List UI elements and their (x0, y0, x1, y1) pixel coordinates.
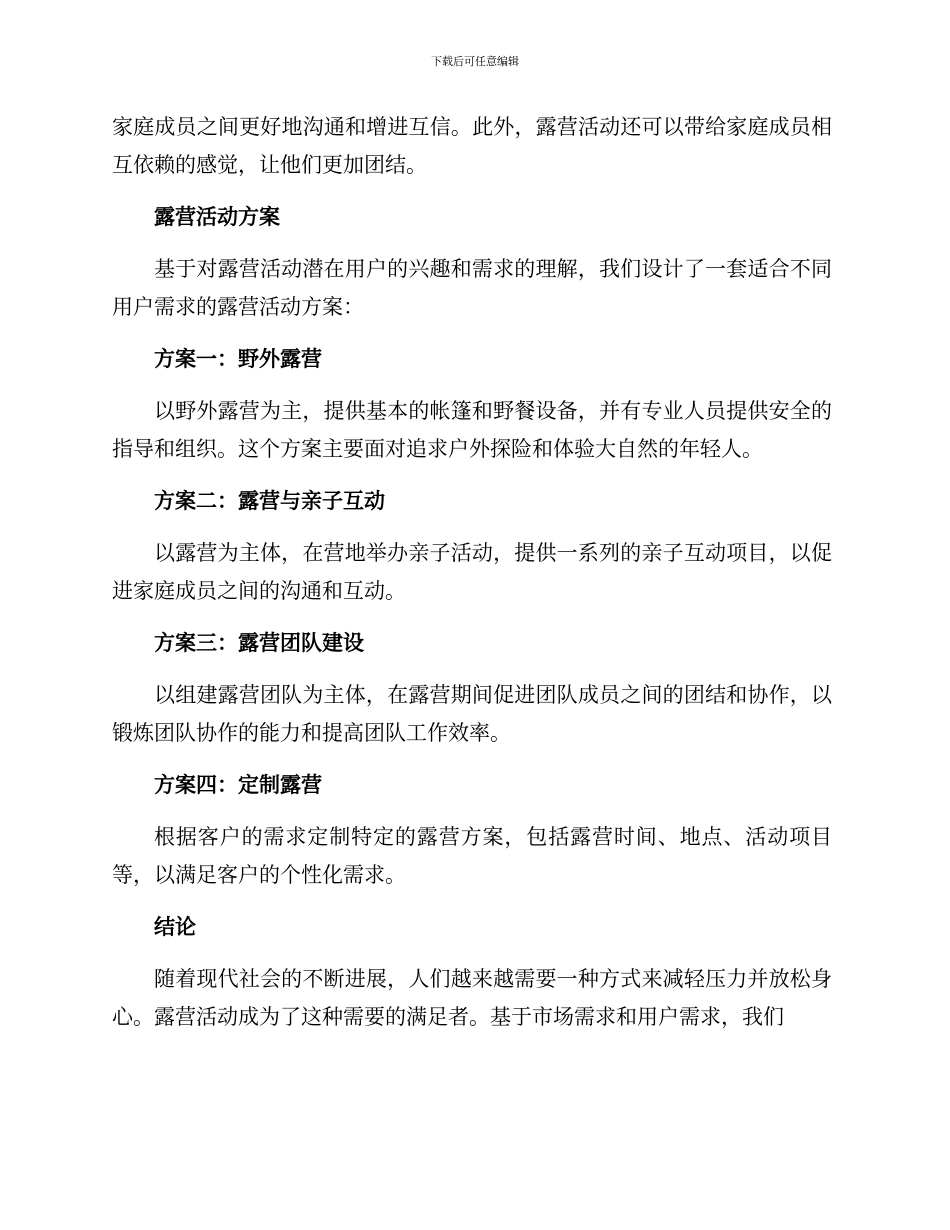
section-heading-plans: 露营活动方案 (154, 204, 280, 229)
heading-plan-four: 方案四：定制露营 (154, 772, 322, 797)
paragraph-intro: 家庭成员之间更好地沟通和增进互信。此外，露营活动还可以带给家庭成员相互依赖的感觉，让他们更加团结。 (112, 115, 832, 177)
paragraph-conclusion: 随着现代社会的不断进展，人们越来越需要一种方式来减轻压力并放松身心。露营活动成为了这种需要的满足者。基于市场需求和用户需求，我们 (112, 967, 832, 1029)
heading-plan-one: 方案一：野外露营 (154, 346, 322, 371)
heading-plan-two: 方案二：露营与亲子互动 (154, 488, 385, 513)
document-body (112, 108, 832, 1036)
paragraph-plan-three: 以组建露营团队为主体，在露营期间促进团队成员之间的团结和协作，以锻炼团队协作的能力和提高团队工作效率。 (112, 683, 832, 745)
heading-conclusion: 结论 (154, 914, 196, 939)
paragraph-plan-one: 以野外露营为主，提供基本的帐篷和野餐设备，并有专业人员提供安全的指导和组织。这个方案主要面对追求户外探险和体验大自然的年轻人。 (112, 399, 832, 461)
paragraph-plan-two: 以露营为主体，在营地举办亲子活动，提供一系列的亲子互动项目，以促进家庭成员之间的沟通和互动。 (112, 541, 832, 603)
header-note: 下载后可任意编辑 (431, 55, 519, 68)
paragraph-plan-four: 根据客户的需求定制特定的露营方案，包括露营时间、地点、活动项目等，以满足客户的个性化需求。 (112, 825, 832, 887)
paragraph-plans-intro: 基于对露营活动潜在用户的兴趣和需求的理解，我们设计了一套适合不同用户需求的露营活动方案： (112, 257, 832, 319)
heading-plan-three: 方案三：露营团队建设 (154, 630, 364, 655)
